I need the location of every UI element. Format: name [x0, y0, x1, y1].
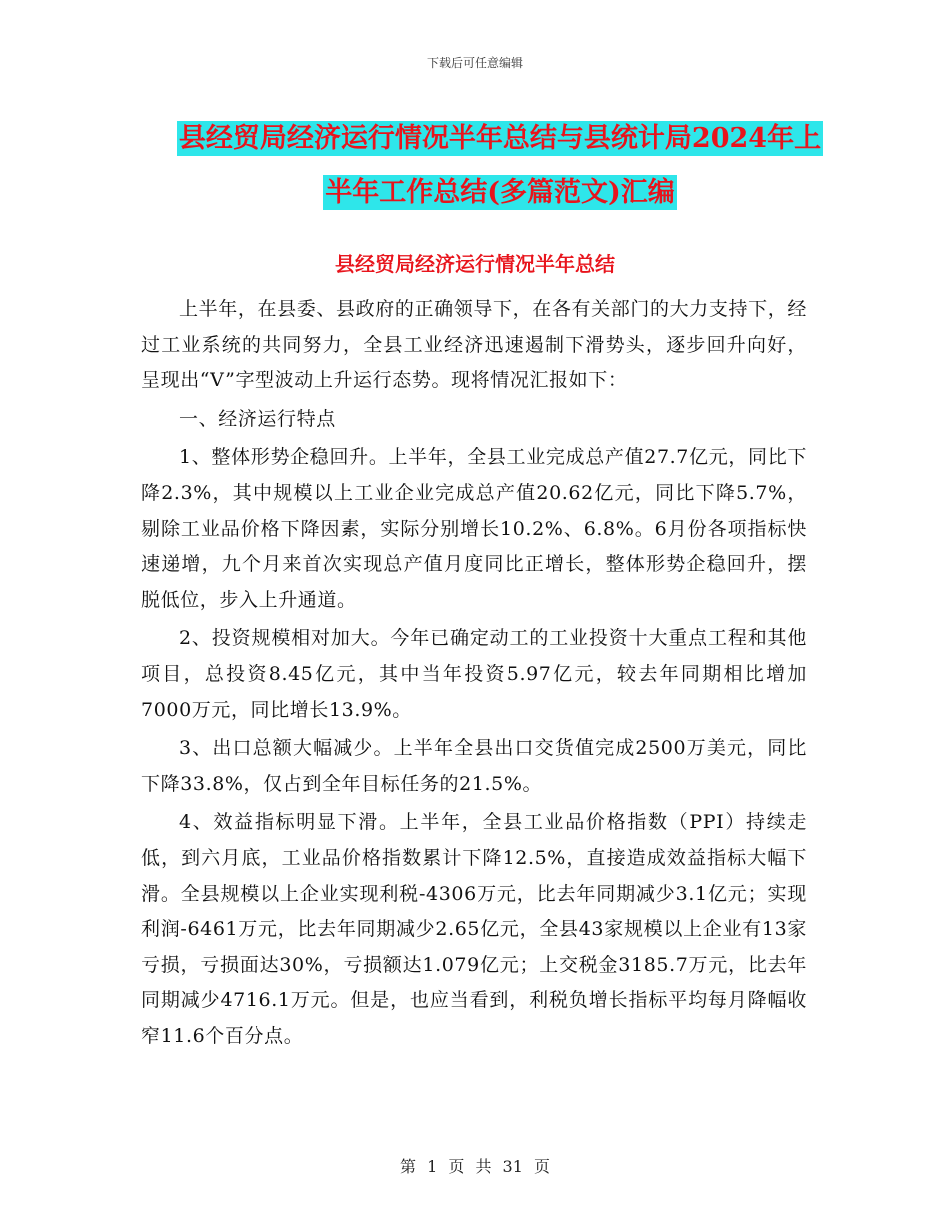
paragraph-item-2: 2、投资规模相对加大。今年已确定动工的工业投资十大重点工程和其他项目，总投资8.45亿元，其中当年投资5.97亿元，较去年同期相比增加7000万元，同比增长13.9%。 [141, 627, 807, 721]
paragraph-item-4: 4、效益指标明显下滑。上半年，全县工业品价格指数（PPI）持续走低，到六月底，工业品价格指数累计下降12.5%，直接造成效益指标大幅下滑。全县规模以上企业实现利税-4306万元，比去年同期减少3.1亿元；实现利润-6461万元，比去年同期减少2.65亿元，全县43家规模以上企业有13家亏损，亏损面达30%，亏损额达1.079亿元；上交税金3185.7万元，比去年同期减少4716.1万元。但是，也应当看到，利税负增长指标平均每月降幅收窄11.6个百分点。 [141, 811, 807, 1047]
page-number: 第 1 页 共 31 页 [400, 1157, 550, 1176]
document-title-line-2: 半年工作总结(多篇范文)汇编 [325, 177, 675, 208]
document-title-line-1: 县经贸局经济运行情况半年总结与县统计局2024年上 [178, 123, 822, 154]
paragraph-item-3: 3、出口总额大幅减少。上半年全县出口交货值完成2500万美元，同比下降33.8%，仅占到全年目标任务的21.5%。 [141, 737, 807, 795]
paragraph-intro: 上半年，在县委、县政府的正确领导下，在各有关部门的大力支持下，经过工业系统的共同努力，全县工业经济迅速遏制下滑势头，逐步回升向好，呈现出“V”字型波动上升运行态势。现将情况汇报如下： [141, 298, 807, 392]
document-body [141, 292, 807, 1054]
paragraph-item-1: 1、整体形势企稳回升。上半年，全县工业完成总产值27.7亿元，同比下降2.3%，其中规模以上工业企业完成总产值20.62亿元，同比下降5.7%，剔除工业品价格下降因素，实际分别增长10.2%、6.8%。6月份各项指标快速递增，九个月来首次实现总产值月度同比正增长，整体形势企稳回升，摆脱低位，步入上升通道。 [141, 446, 807, 611]
document-title [140, 112, 860, 220]
header-note: 下载后可任意编辑 [426, 56, 523, 70]
section-title: 县经贸局经济运行情况半年总结 [335, 252, 615, 276]
heading-economic-features: 一、经济运行特点 [179, 407, 336, 430]
